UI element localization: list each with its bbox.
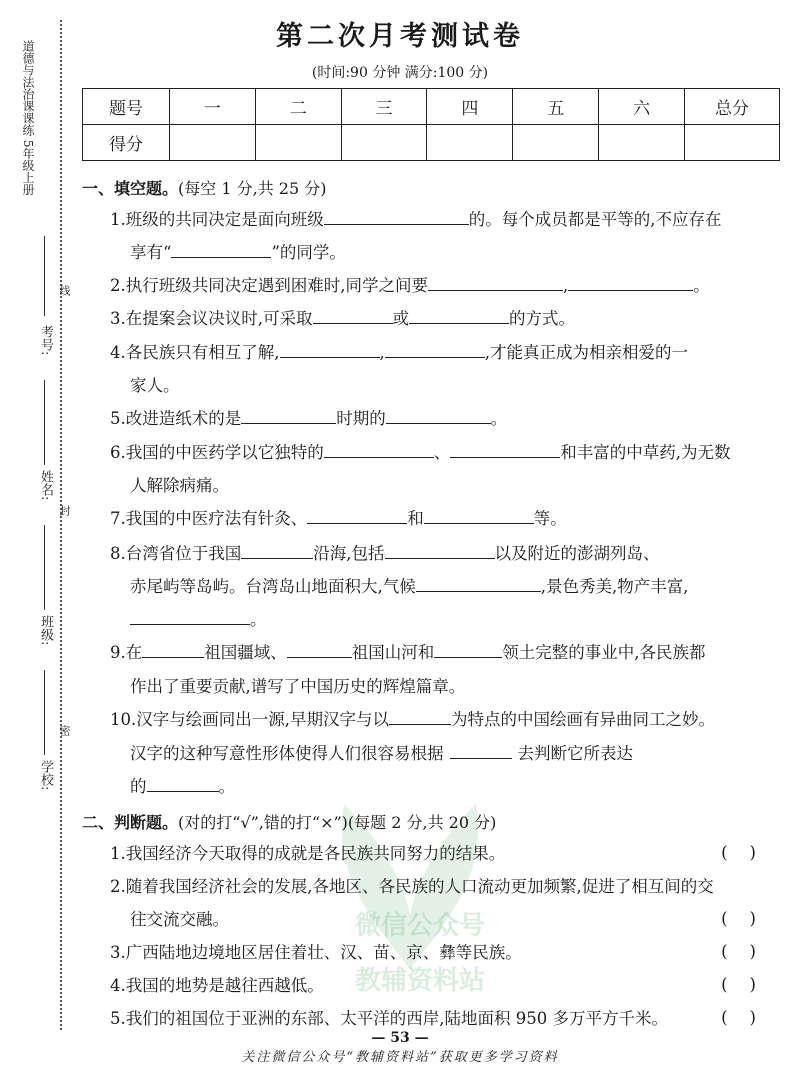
cut-seal-mark: 封 — [58, 505, 71, 516]
table-cell: 总分 — [685, 89, 780, 125]
question-8-cont: 赤尾屿等岛屿。台湾岛山地面积大,气候 ,景色秀美,物产丰富, — [130, 577, 689, 596]
answer-blank[interactable] — [389, 709, 451, 725]
question-8-cont2: 。 — [130, 609, 267, 631]
answer-blank[interactable] — [568, 275, 693, 291]
answer-blank[interactable] — [424, 508, 534, 524]
cut-secret-mark: 密 — [58, 725, 71, 736]
exam-no-label: 考号: — [38, 325, 53, 356]
answer-blank[interactable] — [324, 209, 469, 225]
course-label: 道德与法治课课练 5年级上册 — [21, 40, 35, 196]
exam-no-line — [44, 236, 45, 316]
class-line — [44, 525, 45, 610]
question-4-cont: 家人。 — [130, 376, 180, 395]
question-10-cont2: 的 。 — [130, 777, 235, 796]
answer-blank[interactable] — [428, 275, 563, 291]
table-cell: 得分 — [83, 125, 170, 161]
class-label: 班级: — [38, 615, 53, 646]
score-table — [82, 88, 780, 161]
answer-blank[interactable] — [434, 642, 502, 658]
score-input-cell[interactable] — [255, 125, 341, 161]
page-title: 第二次月考测试卷 — [276, 21, 524, 52]
answer-parens[interactable]: () — [721, 942, 778, 961]
answer-blank[interactable] — [280, 342, 380, 358]
answer-blank[interactable] — [171, 242, 271, 258]
answer-blank[interactable] — [450, 442, 560, 458]
answer-blank[interactable] — [386, 408, 491, 424]
question-9-cont: 作出了重要贡献,谱写了中国历史的辉煌篇章。 — [130, 677, 466, 696]
score-input-cell[interactable] — [685, 125, 780, 161]
answer-blank[interactable] — [307, 508, 407, 524]
score-input-cell[interactable] — [341, 125, 427, 161]
answer-blank[interactable] — [385, 543, 495, 559]
question-6: 6.我国的中医药学以它独特的 、 和丰富的中草药,为无数 — [110, 443, 731, 462]
answer-blank[interactable] — [147, 776, 219, 792]
watermark-line2: 教辅资料站 — [354, 966, 485, 996]
answer-blank[interactable] — [142, 642, 204, 658]
question-5: 5.改进造纸术的是 时期的 。 — [110, 409, 508, 428]
watermark-line1: 微信公众号 — [354, 911, 485, 941]
judge-question-1: 1.我国经济今天取得的成就是各民族共同努力的结果。 — [110, 844, 506, 863]
question-7: 7.我国的中医疗法有针灸、 和 等。 — [110, 509, 567, 528]
question-4: 4.各民族只有相互了解, , ,才能真正成为相亲相爱的一 — [110, 343, 688, 362]
answer-parens[interactable]: () — [721, 975, 778, 994]
judge-question-2-cont: 往交流交融。 — [130, 910, 229, 929]
table-cell: 一 — [170, 89, 256, 125]
judge-question-5: 5.我们的祖国位于亚洲的东部、太平洋的西岸,陆地面积 950 多万平方千米。 — [110, 1009, 668, 1028]
answer-parens[interactable]: () — [721, 1008, 778, 1027]
question-9: 9.在 祖国疆域、 祖国山河和 领土完整的事业中,各民族都 — [110, 643, 706, 662]
table-cell: 六 — [599, 89, 685, 125]
question-1-cont: 享有“ ”的同学。 — [130, 243, 346, 262]
answer-blank[interactable] — [409, 308, 509, 324]
answer-blank[interactable] — [313, 308, 393, 324]
question-8: 8.台湾省位于我国 沿海,包括 以及附近的澎湖列岛、 — [110, 544, 660, 563]
name-label: 姓名: — [38, 470, 53, 501]
score-input-cell[interactable] — [599, 125, 685, 161]
school-line — [44, 670, 45, 755]
binding-margin — [0, 0, 71, 1067]
answer-blank[interactable] — [130, 609, 250, 625]
exam-subtitle: (时间:90 分钟 满分:100 分) — [311, 65, 489, 81]
answer-blank[interactable] — [450, 743, 512, 759]
name-line — [44, 380, 45, 465]
table-cell: 三 — [341, 89, 427, 125]
cut-line-mark: 线 — [58, 285, 71, 296]
question-10: 10.汉字与绘画同出一源,早期汉字与以 为特点的中国绘画有异曲同工之妙。 — [110, 710, 715, 729]
table-cell: 二 — [255, 89, 341, 125]
school-label: 学校: — [38, 760, 53, 791]
score-input-cell[interactable] — [170, 125, 256, 161]
table-cell: 四 — [427, 89, 513, 125]
section1-heading: 一、填空题。(每空 1 分,共 25 分) — [82, 179, 327, 198]
question-2: 2.执行班级共同决定遇到困难时,同学之间要 , 。 — [110, 276, 710, 295]
answer-blank[interactable] — [416, 576, 541, 592]
score-table-score-row — [83, 125, 780, 161]
answer-parens[interactable]: () — [721, 909, 778, 928]
score-input-cell[interactable] — [513, 125, 599, 161]
footer-note: 关注微信公众号“教辅资料站”获取更多学习资料 — [241, 1050, 559, 1065]
question-10-cont: 汉字的这种写意性形体使得人们很容易根据 去判断它所表达 — [130, 744, 633, 763]
judge-question-4: 4.我国的地势是越往西越低。 — [110, 976, 324, 995]
question-3: 3.在提案会议决议时,可采取 或 的方式。 — [110, 309, 575, 328]
answer-blank[interactable] — [385, 342, 485, 358]
page-number: — 53 — — [371, 1030, 429, 1046]
answer-blank[interactable] — [241, 543, 313, 559]
answer-blank[interactable] — [324, 442, 434, 458]
judge-question-2: 2.随着我国经济社会的发展,各地区、各民族的人口流动更加频繁,促进了相互间的交 — [110, 877, 714, 896]
question-1: 1.班级的共同决定是面向班级 的。每个成员都是平等的,不应存在 — [110, 210, 722, 229]
section2-heading: 二、判断题。(对的打“√”,错的打“×”)(每题 2 分,共 20 分) — [82, 813, 497, 832]
table-cell: 题号 — [83, 89, 170, 125]
score-input-cell[interactable] — [427, 125, 513, 161]
cut-dotted-line — [60, 20, 62, 1030]
score-table-header-row — [83, 89, 780, 125]
answer-blank[interactable] — [241, 408, 336, 424]
answer-parens[interactable]: () — [721, 843, 778, 862]
table-cell: 五 — [513, 89, 599, 125]
question-6-cont: 人解除病痛。 — [130, 476, 229, 495]
answer-blank[interactable] — [287, 642, 352, 658]
judge-question-3: 3.广西陆地边境地区居住着壮、汉、苗、京、彝等民族。 — [110, 943, 522, 962]
